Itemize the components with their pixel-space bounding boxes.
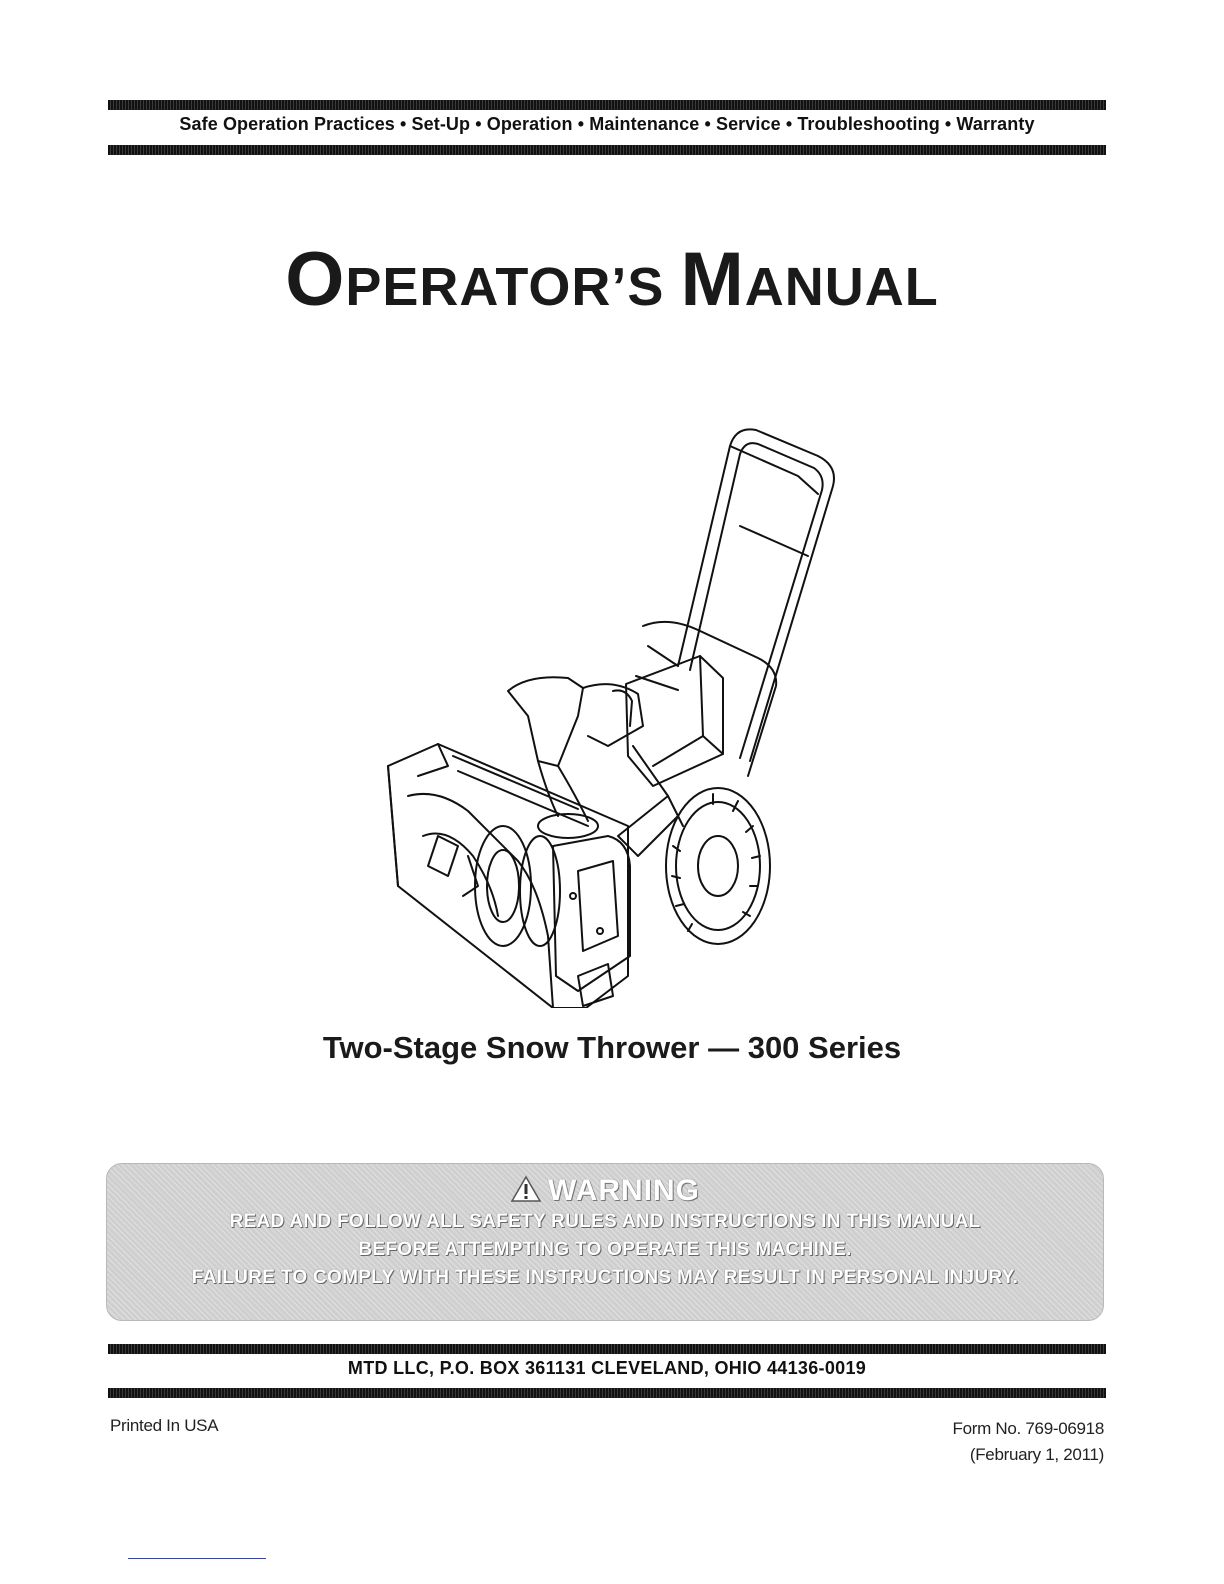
top-rule-upper — [108, 100, 1106, 110]
form-number: Form No. 769-06918 — [952, 1419, 1104, 1438]
form-date: (February 1, 2011) — [969, 1445, 1104, 1464]
title-rest-operators: PERATOR’S — [345, 257, 681, 317]
warning-triangle-icon — [510, 1175, 542, 1203]
top-rule-lower — [108, 145, 1106, 155]
address-rule-upper — [108, 1344, 1106, 1354]
title-initial-o: O — [285, 237, 346, 322]
page-title — [0, 236, 1224, 336]
form-info — [953, 1416, 1104, 1468]
company-address: MTD LLC, P.O. BOX 361131 CLEVELAND, OHIO 44136-0019 — [347, 1358, 867, 1378]
address-rule-lower — [108, 1388, 1106, 1398]
warning-box — [106, 1163, 1104, 1321]
link-underline[interactable] — [128, 1558, 266, 1559]
warning-title-text: WARNING — [548, 1174, 700, 1207]
printed-in-usa: Printed In USA — [110, 1416, 219, 1435]
warning-line-1: READ AND FOLLOW ALL SAFETY RULES AND INSTRUCTIONS IN THIS MANUAL — [229, 1211, 981, 1232]
warning-line-3: FAILURE TO COMPLY WITH THESE INSTRUCTIONS MAY RESULT IN PERSONAL INJURY. — [191, 1267, 1019, 1288]
warning-line-2: BEFORE ATTEMPTING TO OPERATE THIS MACHINE. — [358, 1239, 852, 1260]
section-nav-line: Safe Operation Practices • Set-Up • Operation • Maintenance • Service • Troubleshooting • Warranty — [179, 114, 1035, 134]
warning-heading — [107, 1174, 1103, 1208]
snow-thrower-illustration — [378, 416, 898, 1008]
title-rest-manual: ANUAL — [744, 257, 939, 317]
product-subtitle: Two-Stage Snow Thrower — 300 Series — [322, 1030, 902, 1065]
title-initial-m: M — [680, 237, 745, 322]
